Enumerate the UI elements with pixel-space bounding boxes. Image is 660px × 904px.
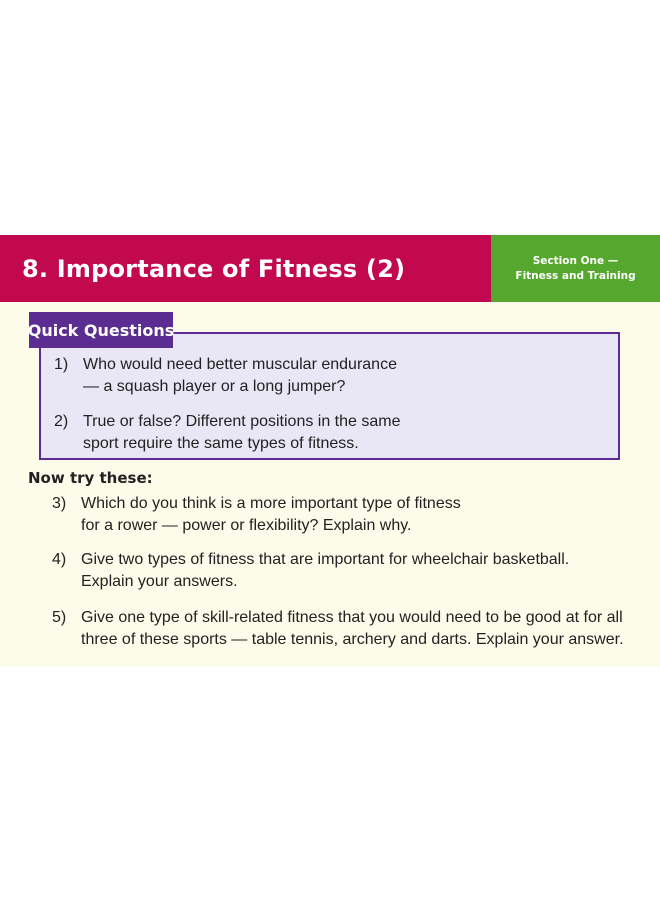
question-text-line: Give one type of skill-related fitness that you would need to be good at for all: [81, 609, 623, 626]
question-text-line: for a rower — power or flexibility? Explain why.: [81, 517, 412, 534]
question-text-line: sport require the same types of fitness.: [83, 435, 359, 452]
section-subtitle: Fitness and Training: [515, 269, 636, 282]
title-bar: [0, 235, 491, 302]
question-item-1: [54, 354, 594, 398]
question-text-line: Give two types of fitness that are important for wheelchair basketball.: [81, 551, 570, 568]
section-tab: [491, 235, 660, 302]
question-text-line: Who would need better muscular endurance: [83, 356, 397, 373]
question-number: 5): [52, 609, 67, 626]
page-title: 8. Importance of Fitness (2): [22, 254, 406, 283]
question-number: 4): [52, 551, 67, 568]
quick-questions-label: Quick Questions: [27, 320, 175, 340]
question-number: 1): [54, 356, 69, 373]
question-item-5: [52, 607, 642, 651]
question-text-line: Which do you think is a more important type of fitness: [81, 495, 461, 512]
question-item-2: [54, 411, 594, 455]
question-text-line: — a squash player or a long jumper?: [83, 378, 346, 395]
question-item-3: [52, 493, 642, 537]
question-number: 3): [52, 495, 67, 512]
question-text-line: True or false? Different positions in the same: [83, 413, 401, 430]
section-label: Section One —: [532, 254, 619, 267]
question-item-4: [52, 549, 642, 593]
quick-questions-tab: [29, 312, 173, 348]
worksheet-page: [0, 235, 660, 667]
now-try-heading: Now try these:: [28, 469, 153, 487]
question-text-line: Explain your answers.: [81, 573, 238, 590]
question-text-line: three of these sports — table tennis, archery and darts. Explain your answer.: [81, 631, 624, 648]
quick-questions-box: [39, 332, 620, 460]
page-header: [0, 235, 660, 302]
question-number: 2): [54, 413, 69, 430]
